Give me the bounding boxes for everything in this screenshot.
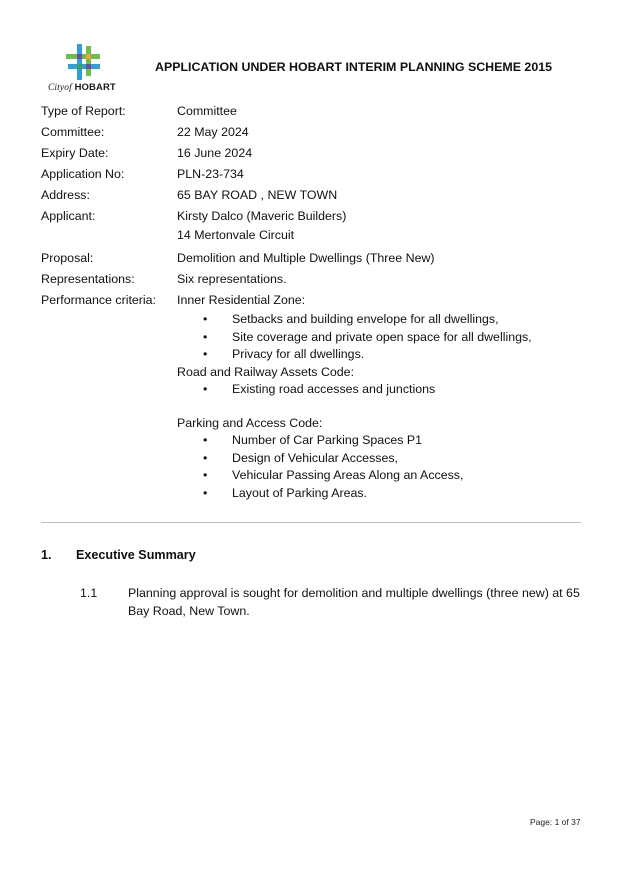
road-heading: Road and Railway Assets Code: — [177, 364, 355, 379]
document-title: APPLICATION UNDER HOBART INTERIM PLANNING SCHEME 2015 — [155, 60, 552, 74]
list-item-text: Layout of Parking Areas. — [232, 485, 368, 500]
detail-value: Committee — [177, 104, 237, 118]
city-of-hobart-logo — [44, 44, 124, 96]
detail-value: PLN-23-734 — [177, 167, 244, 181]
parking-heading: Parking and Access Code: — [177, 416, 323, 430]
bullet-icon: • — [203, 347, 208, 361]
list-item-text: Existing road accesses and junctions — [232, 381, 436, 396]
detail-label: Expiry Date: — [41, 146, 109, 160]
detail-label: Applicant: — [41, 209, 96, 223]
detail-row-application — [41, 164, 581, 185]
list-item — [177, 450, 581, 468]
bullet-icon: • — [203, 433, 208, 447]
list-item — [177, 311, 581, 329]
detail-row-type — [41, 101, 581, 122]
detail-value — [177, 206, 581, 244]
performance-criteria — [177, 290, 581, 502]
detail-value: Demolition and Multiple Dwellings (Three New) — [177, 251, 435, 265]
bullet-icon: • — [203, 381, 208, 396]
logo-wordmark — [48, 82, 116, 93]
detail-label: Type of Report: — [41, 104, 126, 118]
paragraph — [80, 584, 585, 620]
logo-hobart-text: HOBART — [74, 82, 116, 93]
list-item-text: Vehicular Passing Areas Along an Access, — [232, 468, 464, 482]
list-item — [177, 329, 581, 347]
detail-row-performance — [41, 290, 581, 502]
applicant-address: 14 Mertonvale Circuit — [177, 228, 295, 242]
detail-value: 65 BAY ROAD , NEW TOWN — [177, 188, 338, 202]
list-item — [177, 346, 581, 364]
detail-label: Representations: — [41, 272, 135, 286]
detail-row-committee — [41, 122, 581, 143]
detail-row-address — [41, 185, 581, 206]
list-item-text: Privacy for all dwellings. — [232, 347, 365, 361]
bullet-icon: • — [203, 485, 208, 500]
detail-label: Performance criteria: — [41, 293, 156, 307]
paragraph-number: 1.1 — [80, 586, 98, 600]
application-details — [41, 101, 581, 502]
section-divider — [41, 522, 581, 523]
bullet-icon: • — [203, 329, 208, 344]
list-item-text: Setbacks and building envelope for all dwellings, — [232, 312, 499, 326]
detail-value: 22 May 2024 — [177, 125, 249, 139]
list-item — [177, 432, 581, 450]
detail-value: 16 June 2024 — [177, 146, 253, 160]
logo-city-text: City — [48, 83, 65, 93]
bullet-icon: • — [203, 450, 208, 465]
paragraph-text: Planning approval is sought for demolition and multiple dwellings (three new) at 65 Bay Road, New Town. — [128, 586, 580, 618]
list-item-text: Design of Vehicular Accesses, — [232, 450, 398, 465]
page-number: Page: 1 of 37 — [530, 817, 581, 827]
hobart-logo-icon — [64, 44, 102, 80]
detail-row-applicant — [41, 206, 581, 244]
detail-row-proposal — [41, 248, 581, 269]
detail-label: Application No: — [41, 167, 125, 181]
list-item — [177, 485, 581, 503]
list-item-text: Number of Car Parking Spaces P1 — [232, 433, 423, 447]
detail-row-representations — [41, 269, 581, 290]
list-item — [177, 381, 581, 399]
inner-residential-heading: Inner Residential Zone: — [177, 293, 306, 307]
detail-value: Six representations. — [177, 272, 287, 286]
list-item-text: Site coverage and private open space for all dwellings, — [232, 329, 532, 344]
logo-of-text: of — [64, 83, 72, 93]
detail-label: Address: — [41, 188, 90, 202]
section-number: 1. — [41, 548, 52, 562]
bullet-icon: • — [203, 312, 208, 326]
detail-label: Committee: — [41, 125, 105, 139]
section-heading — [41, 548, 196, 562]
list-item — [177, 467, 581, 485]
bullet-icon: • — [203, 468, 208, 482]
section-title: Executive Summary — [76, 548, 196, 562]
detail-label: Proposal: — [41, 251, 94, 265]
detail-row-expiry — [41, 143, 581, 164]
applicant-name: Kirsty Dalco (Maveric Builders) — [177, 209, 347, 223]
spacer — [177, 398, 581, 415]
